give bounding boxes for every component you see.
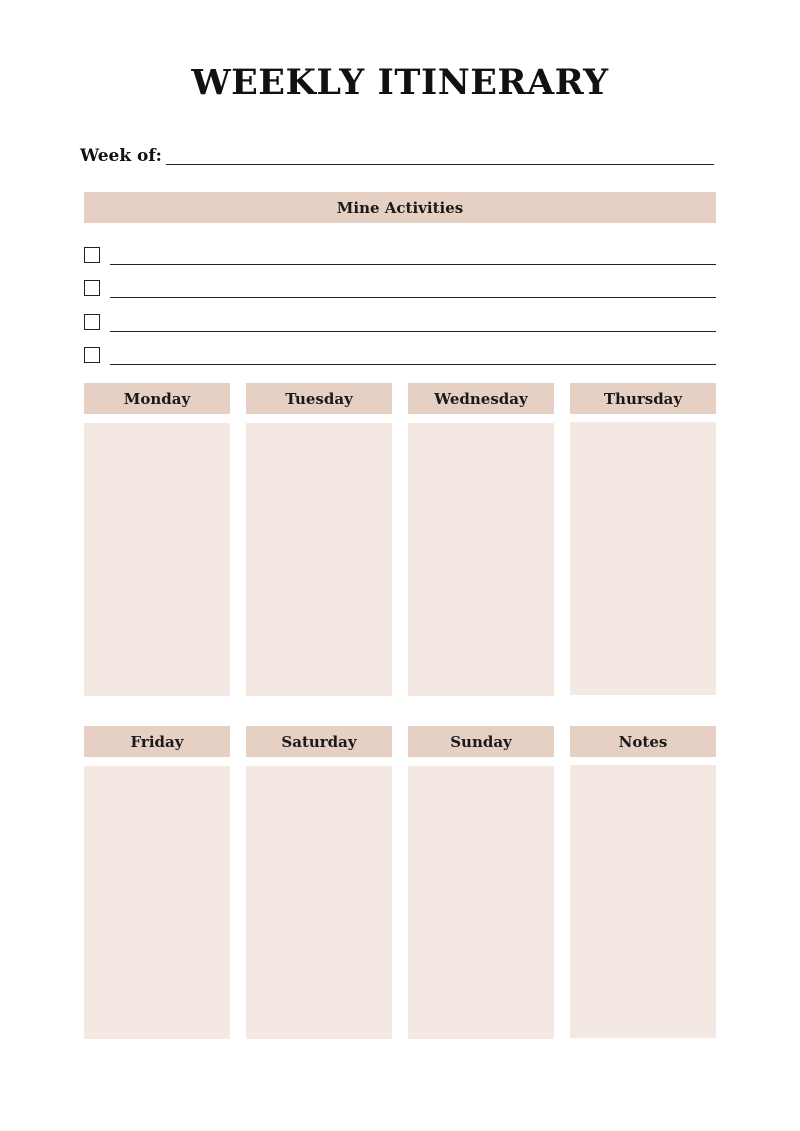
day-header-sunday [408, 726, 554, 757]
week-of-label: Week of: [80, 146, 162, 166]
day-header-monday [84, 383, 230, 414]
activity-item [84, 279, 716, 312]
day-header-thursday [570, 383, 716, 414]
day-label: Notes [618, 732, 668, 751]
day-header-saturday [246, 726, 392, 757]
checkbox-icon[interactable] [84, 247, 100, 263]
activities-checklist [84, 246, 716, 379]
activity-item [84, 346, 716, 379]
activity-item [84, 246, 716, 279]
activity-input-line[interactable] [110, 364, 716, 365]
activity-input-line[interactable] [110, 264, 716, 265]
day-header-friday [84, 726, 230, 757]
checkbox-icon[interactable] [84, 314, 100, 330]
day-box-tuesday[interactable] [246, 423, 392, 696]
day-header-tuesday [246, 383, 392, 414]
activities-header-label: Mine Activities [336, 198, 464, 217]
day-label: Sunday [450, 732, 512, 751]
day-label: Wednesday [434, 389, 528, 408]
checkbox-icon[interactable] [84, 347, 100, 363]
day-box-wednesday[interactable] [408, 423, 554, 696]
activity-input-line[interactable] [110, 331, 716, 332]
day-label: Thursday [603, 389, 683, 408]
day-box-monday[interactable] [84, 423, 230, 696]
day-label: Friday [130, 732, 184, 751]
day-header-wednesday [408, 383, 554, 414]
activities-header [84, 192, 716, 223]
activity-item [84, 313, 716, 346]
page-title: WEEKLY ITINERARY [191, 62, 609, 103]
day-label: Tuesday [285, 389, 353, 408]
checkbox-icon[interactable] [84, 280, 100, 296]
day-box-friday[interactable] [84, 766, 230, 1039]
week-of-field[interactable] [80, 146, 714, 168]
day-box-sunday[interactable] [408, 766, 554, 1039]
day-box-thursday[interactable] [570, 422, 716, 695]
notes-header [570, 726, 716, 757]
day-label: Saturday [281, 732, 357, 751]
day-box-saturday[interactable] [246, 766, 392, 1039]
day-label: Monday [123, 389, 191, 408]
week-of-input-line[interactable] [166, 164, 714, 165]
notes-box[interactable] [570, 765, 716, 1038]
activity-input-line[interactable] [110, 297, 716, 298]
